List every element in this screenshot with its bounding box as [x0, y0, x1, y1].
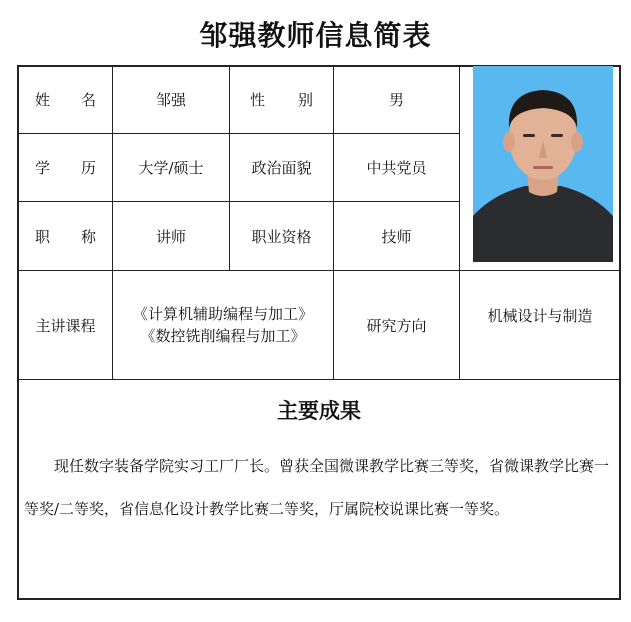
name-value: 邹强	[155, 91, 186, 109]
education-label	[19, 134, 112, 201]
research-label: 研究方向	[366, 316, 427, 335]
research-value: 机械设计与制造	[487, 306, 593, 325]
achievements-heading: 主要成果	[277, 398, 361, 423]
qualification-label: 职业资格	[251, 227, 312, 246]
portrait-image	[473, 66, 613, 262]
page-title: 邹强教师信息简表	[199, 19, 432, 52]
courses-list	[113, 271, 333, 379]
education-value: 大学/硕士	[138, 159, 204, 177]
name-label-char: 名	[80, 91, 96, 109]
title-value: 讲师	[155, 227, 186, 246]
row-divider	[18, 379, 620, 380]
gender-label-char: 性	[250, 91, 266, 109]
course-item: 《数控铣削编程与加工》	[140, 327, 306, 345]
title-label-char: 称	[80, 227, 96, 246]
qualification-value: 技师	[381, 227, 412, 246]
gender-label	[230, 66, 333, 133]
achievements-text: 现任数字装备学院实习工厂厂长。曾获全国微课教学比赛三等奖，省微课教学比赛一等奖/二等奖，省信息化设计教学比赛二等奖，厅属院校说课比赛一等奖。	[24, 457, 610, 518]
political-label: 政治面貌	[251, 159, 312, 177]
course-item: 《计算机辅助编程与加工》	[132, 305, 313, 323]
courses-label: 主讲课程	[35, 316, 96, 335]
name-label-char: 姓	[35, 91, 51, 109]
teacher-photo	[473, 66, 613, 262]
title-label-char: 职	[35, 227, 51, 246]
title-label	[19, 202, 112, 270]
gender-label-char: 别	[297, 91, 313, 109]
political-value: 中共党员	[366, 159, 427, 177]
name-label	[19, 66, 112, 133]
education-label-char: 学	[35, 159, 51, 177]
gender-value: 男	[388, 91, 404, 109]
education-label-char: 历	[80, 159, 96, 177]
